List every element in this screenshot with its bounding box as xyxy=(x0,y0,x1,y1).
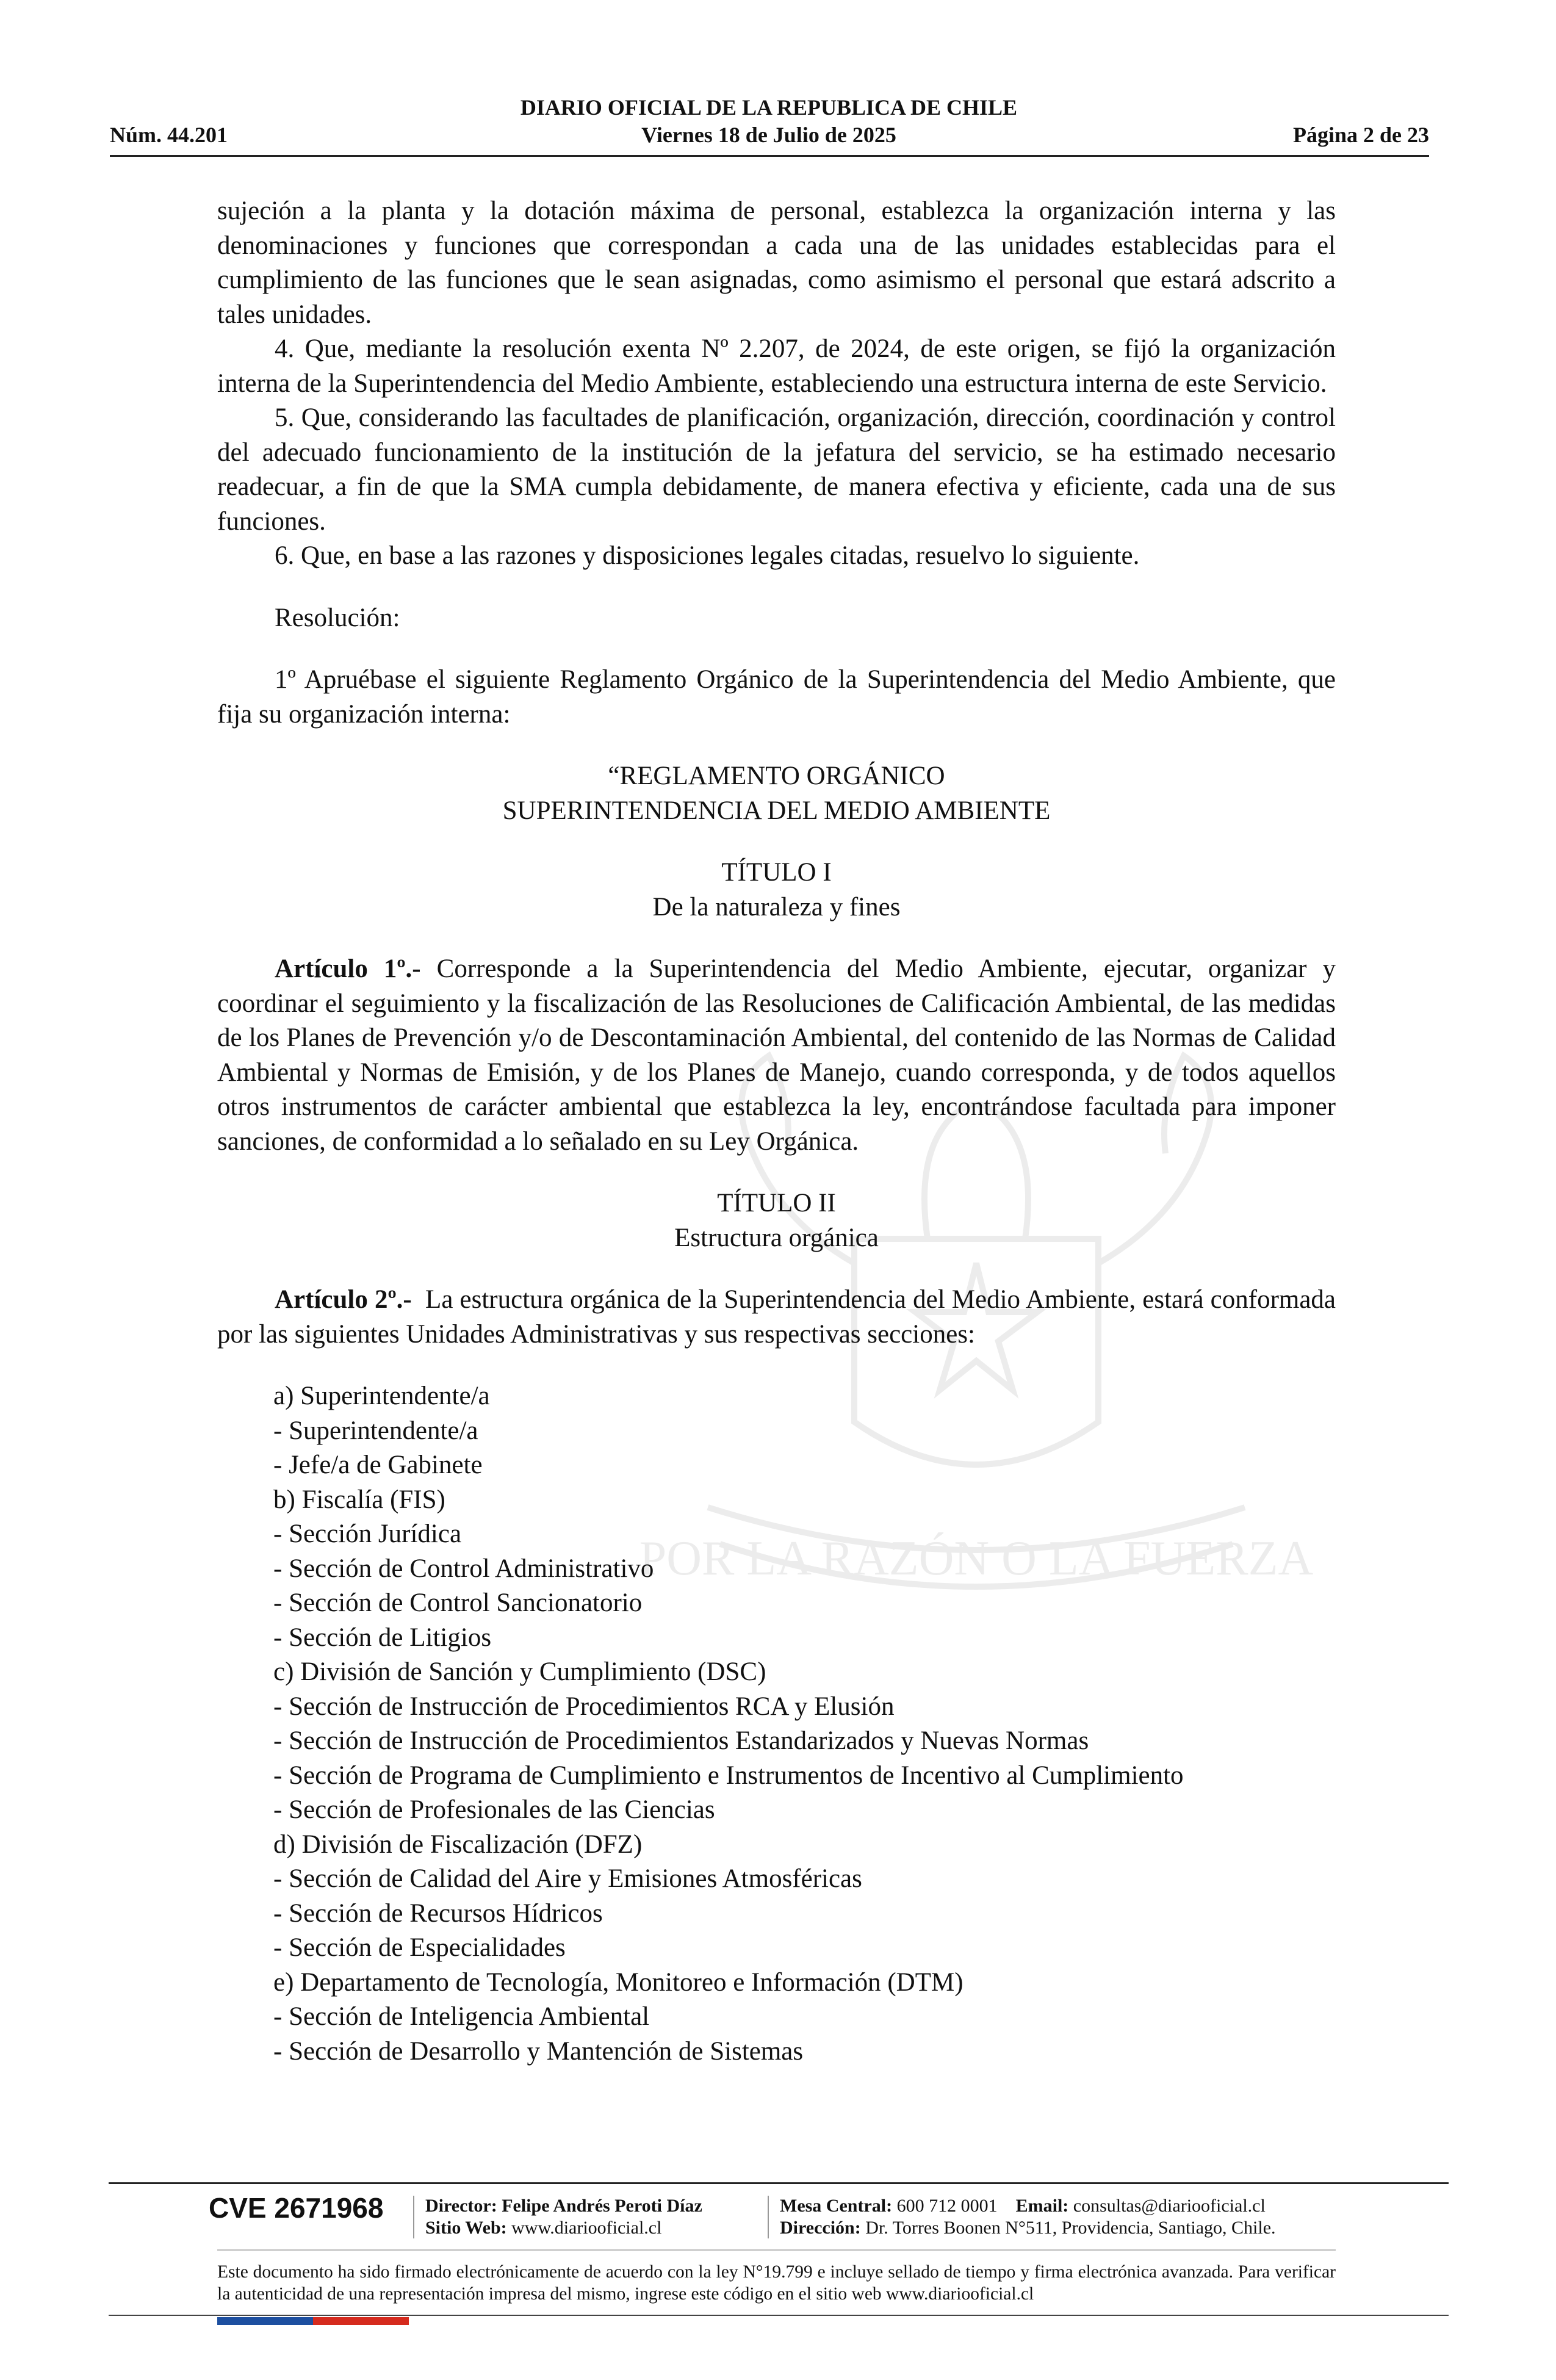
footer-contact-left xyxy=(425,2195,702,2239)
list-item: - Sección de Control Sancionatorio xyxy=(273,1588,643,1617)
paragraph-intro: sujeción a la planta y la dotación máxima de personal, establezca la organización interna y las denominaciones y funciones que correspondan a cada una de las unidades establecidas para el cumplimiento de las funciones que le sean asignadas, como asimismo el personal que estará adscrito a tales unidades. xyxy=(217,197,1336,329)
signature-note: Este documento ha sido firmado electrónicamente de acuerdo con la ley N°19.799 e incluye sellado de tiempo y firma electrónica avanzada. Para verificar la autenticidad de una representación impresa del mismo, ingrese este código en el sitio web www.diariooficial.cl xyxy=(217,2262,1336,2304)
phone-label: Mesa Central: xyxy=(780,2196,893,2216)
footer-separator xyxy=(413,2196,414,2238)
website-label: Sitio Web: xyxy=(425,2218,507,2238)
address-text: Dr. Torres Boonen N°511, Providencia, Santiago, Chile. xyxy=(865,2218,1276,2238)
list-item: e) Departamento de Tecnología, Monitoreo e Información (DTM) xyxy=(273,1967,963,1997)
list-item: - Sección Jurídica xyxy=(273,1520,462,1548)
gazette-title: DIARIO OFICIAL DE LA REPUBLICA DE CHILE xyxy=(520,95,1018,120)
list-item: - Sección de Control Administrativo xyxy=(273,1554,654,1583)
document-body xyxy=(217,194,1336,2069)
title-2-heading: TÍTULO II xyxy=(717,1189,836,1217)
article-1-text: Corresponde a la Superintendencia del Medio Ambiente, ejecutar, organizar y coordinar el seguimiento y la fiscalización de las Resoluciones de Calificación Ambiental, de las medidas de los Planes de Prevención y/o de Descontaminación Ambiental, del contenido de las Normas de Calidad Ambiental y Normas de Emisión, y de los Planes de Manejo, cuando corresponda, y de todos aquellos otros instrumentos de carácter ambiental que establezca la ley, encontrándose facultada para imponer sanciones, de conformidad a lo señalado en su Ley Orgánica. xyxy=(217,954,1336,1156)
title-1-heading: TÍTULO I xyxy=(721,858,832,887)
issue-date: Viernes 18 de Julio de 2025 xyxy=(641,123,896,147)
list-item: - Sección de Desarrollo y Mantención de Sistemas xyxy=(273,2036,804,2066)
paragraph-6: 6. Que, en base a las razones y disposiciones legales citadas, resuelvo lo siguiente. xyxy=(275,541,1140,570)
footer-divider-middle xyxy=(217,2249,1336,2251)
list-item: - Sección de Calidad del Aire y Emisiones Atmosféricas xyxy=(273,1864,862,1893)
director-label: Director: xyxy=(425,2196,497,2216)
article-1-label: Artículo 1º.- xyxy=(275,954,421,983)
list-item: a) Superintendente/a xyxy=(273,1382,490,1410)
flag-stripe-red xyxy=(313,2317,409,2325)
units-list xyxy=(217,1379,1336,2069)
footer-contact-right xyxy=(780,2195,1276,2239)
issue-number: Núm. 44.201 xyxy=(110,123,228,147)
list-item: d) División de Fiscalización (DFZ) xyxy=(273,1830,643,1859)
list-item: - Superintendente/a xyxy=(273,1416,478,1445)
paragraph-5: 5. Que, considerando las facultades de planificación, organización, dirección, coordinación y control del adecuado funcionamiento de la institución de la jefatura del servicio, se ha estimado necesario readecuar, a fin de que la SMA cumpla debidamente, de manera efectiva y eficiente, cada una de sus funciones. xyxy=(217,403,1336,536)
website-link[interactable]: www.diariooficial.cl xyxy=(511,2218,662,2238)
article-1 xyxy=(217,952,1336,1159)
list-item: - Sección de Especialidades xyxy=(273,1933,566,1962)
list-item: - Sección de Programa de Cumplimiento e Instrumentos de Incentivo al Cumplimiento xyxy=(273,1761,1184,1790)
footer-divider-bottom xyxy=(109,2315,1449,2316)
address-label: Dirección: xyxy=(780,2218,861,2238)
director-name: Felipe Andrés Peroti Díaz xyxy=(502,2196,702,2216)
email-link[interactable]: consultas@diariooficial.cl xyxy=(1073,2196,1266,2216)
footer-divider-top xyxy=(109,2182,1449,2184)
list-item: - Jefe/a de Gabinete xyxy=(273,1451,483,1479)
page-number: Página 2 de 23 xyxy=(1292,123,1429,147)
email-label: Email: xyxy=(1015,2196,1069,2216)
resolution-heading: Resolución: xyxy=(275,603,400,632)
watermark-motto: POR LA RAZÓN O LA FUERZA xyxy=(639,1532,1314,1585)
regulation-title-line2: SUPERINTENDENCIA DEL MEDIO AMBIENTE xyxy=(502,796,1051,825)
article-2-text: La estructura orgánica de la Superintendencia del Medio Ambiente, estará conformada por las siguientes Unidades Administrativas y sus respectivas secciones: xyxy=(217,1285,1336,1349)
list-item: - Sección de Instrucción de Procedimientos RCA y Elusión xyxy=(273,1692,895,1721)
list-item: - Sección de Litigios xyxy=(273,1623,492,1652)
cve-code: CVE 2671968 xyxy=(209,2192,384,2224)
title-1-subheading: De la naturaleza y fines xyxy=(652,892,901,921)
paragraph-4: 4. Que, mediante la resolución exenta Nº 2.207, de 2024, de este origen, se fijó la organización interna de la Superintendencia del Medio Ambiente, estableciendo una estructura interna de este Servicio. xyxy=(217,334,1336,398)
paragraph-approval: 1º Apruébase el siguiente Reglamento Orgánico de la Superintendencia del Medio Ambiente, que fija su organización interna: xyxy=(217,665,1336,729)
title-2-subheading: Estructura orgánica xyxy=(674,1223,879,1252)
list-item: - Sección de Inteligencia Ambiental xyxy=(273,2002,650,2031)
header-divider xyxy=(110,155,1429,157)
footer-separator xyxy=(768,2196,769,2238)
flag-stripe-blue xyxy=(217,2317,313,2325)
list-item: b) Fiscalía (FIS) xyxy=(273,1485,445,1514)
list-item: c) División de Sanción y Cumplimiento (DSC) xyxy=(273,1657,766,1686)
list-item: - Sección de Instrucción de Procedimientos Estandarizados y Nuevas Normas xyxy=(273,1726,1089,1755)
list-item: - Sección de Recursos Hídricos xyxy=(273,1899,603,1928)
regulation-title-line1: “REGLAMENTO ORGÁNICO xyxy=(608,762,945,790)
article-2 xyxy=(217,1283,1336,1352)
phone-number: 600 712 0001 xyxy=(896,2196,998,2216)
article-2-label: Artículo 2º.- xyxy=(275,1285,412,1314)
list-item: - Sección de Profesionales de las Ciencias xyxy=(273,1795,715,1824)
